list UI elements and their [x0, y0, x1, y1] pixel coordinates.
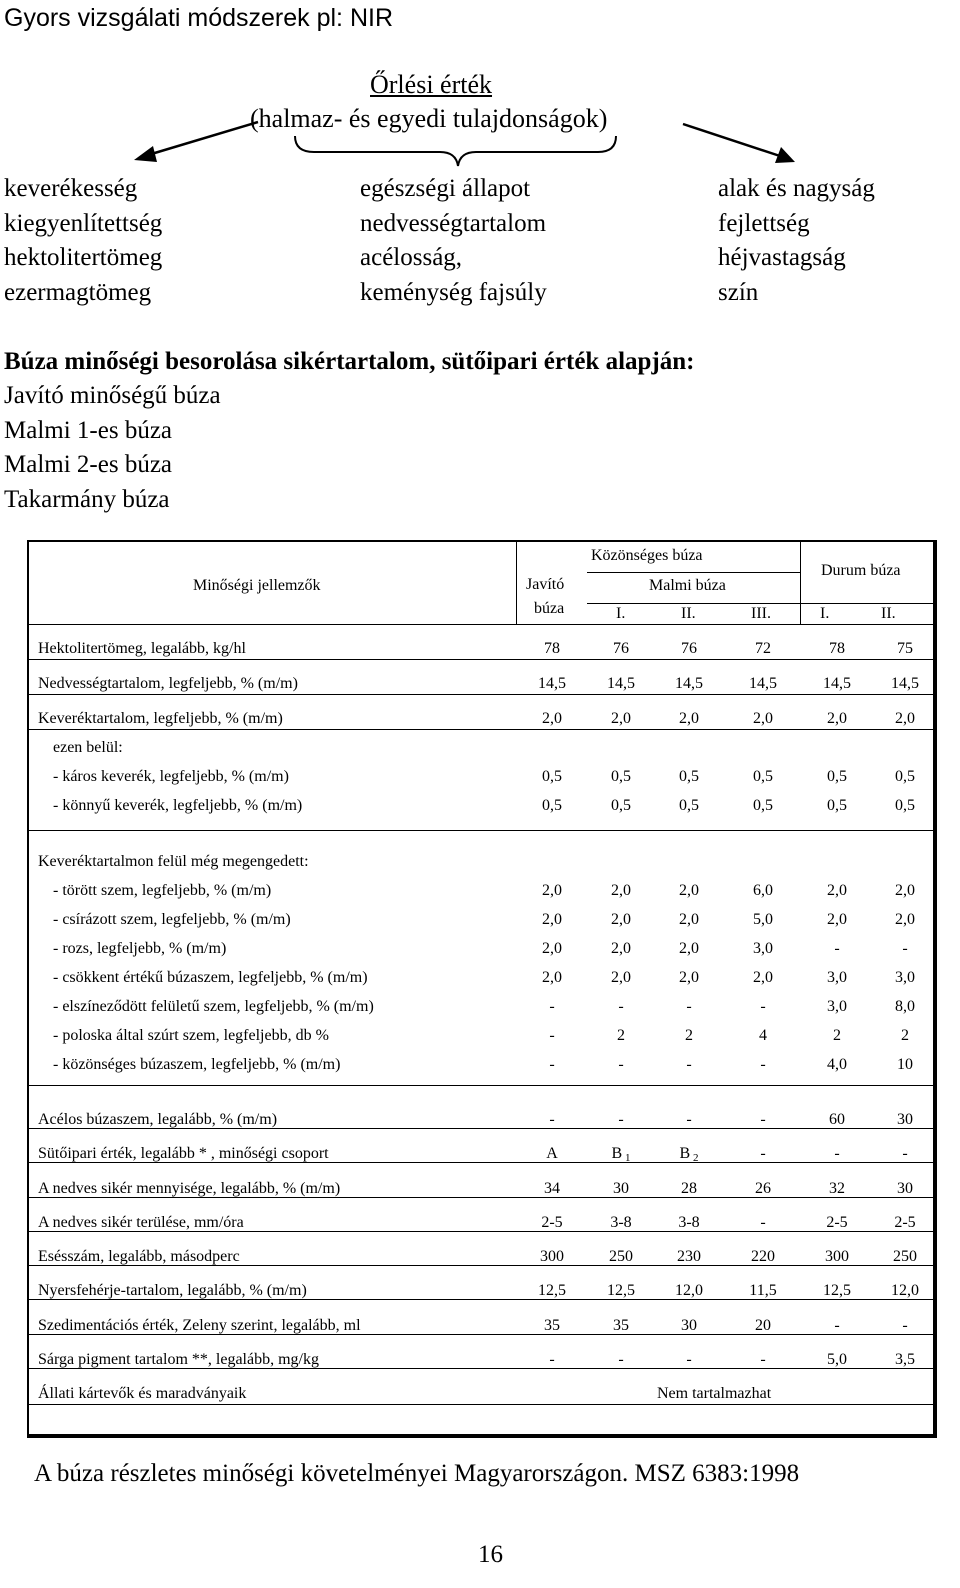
page-title: Gyors vizsgálati módszerek pl: NIR [4, 4, 394, 32]
row-label: - csírázott szem, legfeljebb, % (m/m) [53, 911, 291, 928]
property-item: fejlettség [718, 209, 810, 237]
table-cell: 12,0 [675, 1282, 703, 1299]
table-cell: 2,0 [827, 710, 847, 727]
table-cell: - [760, 1214, 766, 1231]
table-cell: 0,5 [542, 797, 562, 814]
table-cell: 3,0 [827, 969, 847, 986]
property-item: nedvességtartalom [360, 209, 547, 237]
table-cell: 2,0 [542, 911, 562, 928]
sub-header: III. [751, 605, 771, 622]
header-divider [587, 603, 800, 604]
table-cell: 78 [544, 640, 560, 657]
table-cell: 2,0 [542, 710, 562, 727]
table-cell: 14,5 [675, 675, 703, 692]
table-cell: 35 [544, 1317, 560, 1334]
row-label: - káros keverék, legfeljebb, % (m/m) [53, 768, 289, 785]
quality-header: Minőségi jellemzők [193, 577, 321, 594]
property-item: keménység fajsúly [360, 278, 547, 306]
row-label: - poloska által szúrt szem, legfeljebb, db % [53, 1027, 329, 1044]
row-label: Keveréktartalmon felül még megengedett: [38, 853, 309, 870]
table-cell: 75 [897, 640, 913, 657]
table-cell: 2,0 [679, 882, 699, 899]
table-cell: - [760, 1056, 766, 1073]
header-divider [587, 572, 800, 573]
table-cell: 2,0 [895, 911, 915, 928]
row-label: Acélos búzaszem, legalább, % (m/m) [38, 1111, 278, 1128]
table-cell: 14,5 [823, 675, 851, 692]
row-divider [29, 694, 933, 695]
table-cell: - [686, 1056, 692, 1073]
table-cell: 0,5 [827, 797, 847, 814]
table-cell: 30 [613, 1180, 629, 1197]
table-cell: 0,5 [895, 797, 915, 814]
left-arrow-icon [134, 122, 258, 162]
table-cell: - [760, 1351, 766, 1368]
table-cell: 2-5 [894, 1214, 916, 1231]
table-cell: 5,0 [827, 1351, 847, 1368]
table-cell: - [618, 1111, 624, 1128]
table-cell: - [760, 1111, 766, 1128]
table-cell: 76 [613, 640, 629, 657]
quality-table [27, 540, 937, 1438]
row-label: Keveréktartalom, legfeljebb, % (m/m) [38, 710, 283, 727]
javito-header-2: búza [534, 600, 565, 617]
table-cell: 30 [681, 1317, 697, 1334]
table-cell: - [902, 1145, 908, 1162]
table-cell: 3,0 [827, 998, 847, 1015]
table-cell: 6,0 [753, 882, 773, 899]
classification-item: Takarmány búza [4, 485, 170, 513]
sub-header: II. [681, 605, 696, 622]
table-cell: 2-5 [826, 1214, 848, 1231]
table-cell: 2,0 [679, 911, 699, 928]
table-cell: 34 [544, 1180, 560, 1197]
table-cell: 78 [829, 640, 845, 657]
table-cell: - [549, 1027, 555, 1044]
row-divider [29, 659, 933, 660]
property-item: egészségi állapot [360, 175, 531, 202]
table-cell: 0,5 [679, 797, 699, 814]
table-cell: 2,0 [542, 940, 562, 957]
table-cell: 2,0 [827, 882, 847, 899]
table-cell: - [618, 1056, 624, 1073]
brace-icon [295, 136, 616, 166]
table-cell: 2,0 [611, 911, 631, 928]
classification-item: Javító minőségű búza [4, 382, 221, 409]
property-item: acélosság, [360, 244, 463, 271]
table-cell: 72 [755, 640, 771, 657]
table-cell: 2,0 [827, 911, 847, 928]
row-label: A nedves sikér terülése, mm/óra [38, 1214, 244, 1231]
row-divider [29, 1085, 933, 1086]
table-cell: 2 [833, 1027, 841, 1044]
table-cell: 60 [829, 1111, 845, 1128]
table-cell: 2,0 [542, 882, 562, 899]
table-cell: 0,5 [827, 768, 847, 785]
header-divider [800, 542, 801, 624]
header-divider [516, 542, 517, 624]
table-cell: 230 [677, 1248, 701, 1265]
table-cell: 2,0 [895, 882, 915, 899]
table-cell: - [549, 998, 555, 1015]
table-cell: A [546, 1145, 558, 1162]
table-cell: - [549, 1056, 555, 1073]
table-cell: - [686, 998, 692, 1015]
table-cell: B $_1$ [611, 1145, 631, 1164]
table-cell: 300 [540, 1248, 564, 1265]
row-label: - törött szem, legfeljebb, % (m/m) [53, 882, 272, 899]
table-cell: 2,0 [679, 940, 699, 957]
table-cell: 3,5 [895, 1351, 915, 1368]
table-cell: 250 [609, 1248, 633, 1265]
javito-header: Javító [526, 576, 565, 593]
classification-heading: Búza minőségi besorolása sikértartalom, sütőipari érték alapján: [4, 348, 695, 375]
table-cell: 10 [897, 1056, 913, 1073]
header-divider [29, 624, 933, 625]
row-divider [29, 1404, 933, 1405]
property-item: ezermagtömeg [4, 278, 152, 306]
row-label: Sütőipari érték, legalább * , minőségi csoport [38, 1145, 329, 1162]
row-label: - könnyű keverék, legfeljebb, % (m/m) [53, 797, 303, 814]
table-cell: 0,5 [611, 768, 631, 785]
table-cell: 26 [755, 1180, 771, 1197]
table-cell: 2,0 [679, 969, 699, 986]
row-label: ezen belül: [53, 739, 123, 756]
table-cell: 35 [613, 1317, 629, 1334]
table-cell: 0,5 [895, 768, 915, 785]
table-cell: 4 [759, 1027, 767, 1044]
table-cell: 0,5 [542, 768, 562, 785]
table-cell: 12,5 [823, 1282, 851, 1299]
table-cell: - [902, 940, 908, 957]
classification-list [4, 379, 221, 517]
row-label: Nyersfehérje-tartalom, legalább, % (m/m) [38, 1282, 307, 1299]
right-arrow-icon [683, 124, 795, 163]
sub-header: I. [820, 605, 830, 622]
header-divider [800, 603, 937, 604]
page-number: 16 [478, 1541, 503, 1568]
property-item: alak és nagyság [718, 175, 875, 202]
row-span-value: Nem tartalmazhat [657, 1385, 772, 1402]
table-caption: A búza részletes minőségi követelményei Magyarországon. MSZ 6383:1998 [34, 1460, 800, 1487]
table-cell: 2,0 [611, 940, 631, 957]
table-cell: B $_2$ [679, 1145, 699, 1164]
row-label: - elszíneződött felületű szem, legfeljebb, % (m/m) [53, 998, 374, 1015]
table-cell: 2,0 [611, 882, 631, 899]
table-cell: 2,0 [753, 969, 773, 986]
table-cell: - [834, 1317, 840, 1334]
table-cell: - [686, 1351, 692, 1368]
table-cell: 20 [755, 1317, 771, 1334]
table-cell: 2,0 [753, 710, 773, 727]
table-cell: 0,5 [679, 768, 699, 785]
table-cell: 2,0 [679, 710, 699, 727]
row-label: A nedves sikér mennyisége, legalább, % (m/m) [38, 1180, 341, 1197]
table-cell: 28 [681, 1180, 697, 1197]
table-cell: 14,5 [891, 675, 919, 692]
table-cell: 2,0 [611, 969, 631, 986]
table-cell: 76 [681, 640, 697, 657]
table-cell: 12,0 [891, 1282, 919, 1299]
sub-header: II. [881, 605, 896, 622]
table-cell: 2 [685, 1027, 693, 1044]
row-label: Nedvességtartalom, legfeljebb, % (m/m) [38, 675, 298, 692]
property-item: keverékesség [4, 175, 138, 202]
table-cell: 0,5 [753, 768, 773, 785]
table-cell: - [834, 940, 840, 957]
table-cell: 3-8 [610, 1214, 632, 1231]
table-cell: 3,0 [753, 940, 773, 957]
table-cell: - [549, 1351, 555, 1368]
table-cell: 11,5 [749, 1282, 777, 1299]
table-cell: 300 [825, 1248, 849, 1265]
table-cell: 14,5 [607, 675, 635, 692]
center-subtitle: (halmaz- és egyedi tulajdonságok) [250, 104, 608, 133]
table-cell: - [618, 998, 624, 1015]
table-cell: 5,0 [753, 911, 773, 928]
row-label: - rozs, legfeljebb, % (m/m) [53, 940, 227, 957]
table-cell: 3,0 [895, 969, 915, 986]
properties-right-column [718, 172, 875, 310]
sub-header: I. [616, 605, 626, 622]
row-label: Sárga pigment tartalom **, legalább, mg/kg [38, 1351, 319, 1368]
table-cell: 30 [897, 1180, 913, 1197]
table-cell: 2 [617, 1027, 625, 1044]
table-cell: 2,0 [611, 710, 631, 727]
properties-middle-column [360, 172, 547, 310]
row-divider [29, 830, 933, 831]
table-cell: 4,0 [827, 1056, 847, 1073]
row-label: Szedimentációs érték, Zeleny szerint, legalább, ml [38, 1317, 361, 1334]
table-cell: 12,5 [538, 1282, 566, 1299]
table-cell: 14,5 [749, 675, 777, 692]
table-cell: 0,5 [753, 797, 773, 814]
row-label: Állati kártevők és maradványaik [38, 1385, 247, 1402]
table-cell: 12,5 [607, 1282, 635, 1299]
classification-item: Malmi 1-es búza [4, 416, 173, 444]
table-cell: 8,0 [895, 998, 915, 1015]
properties-left-column [4, 172, 162, 310]
table-cell: 2,0 [895, 710, 915, 727]
table-cell: - [760, 998, 766, 1015]
center-title: Őrlési érték [370, 70, 493, 99]
row-label: Esésszám, legalább, másodperc [38, 1248, 240, 1265]
table-cell: - [618, 1351, 624, 1368]
table-cell: 220 [751, 1248, 775, 1265]
property-item: kiegyenlítettség [4, 209, 163, 237]
row-divider [29, 729, 933, 730]
table-cell: 3-8 [678, 1214, 700, 1231]
row-label: - közönséges búzaszem, legfeljebb, % (m/m) [53, 1056, 341, 1073]
table-cell: 32 [829, 1180, 845, 1197]
kozonseges-header: Közönséges búza [591, 547, 703, 564]
table-cell: 0,5 [611, 797, 631, 814]
row-label: Hektolitertömeg, legalább, kg/hl [38, 640, 246, 657]
table-cell: 30 [897, 1111, 913, 1128]
table-cell: 2-5 [541, 1214, 563, 1231]
table-cell: - [549, 1111, 555, 1128]
table-cell: 2,0 [542, 969, 562, 986]
table-cell: 250 [893, 1248, 917, 1265]
table-cell: - [686, 1111, 692, 1128]
diagram-arrows [0, 0, 960, 180]
row-label: - csökkent értékű búzaszem, legfeljebb, % (m/m) [53, 969, 368, 986]
table-cell: - [834, 1145, 840, 1162]
property-item: hektolitertömeg [4, 244, 163, 271]
table-cell: 2 [901, 1027, 909, 1044]
table-cell: 14,5 [538, 675, 566, 692]
classification-item: Malmi 2-es búza [4, 451, 173, 478]
table-cell: - [902, 1317, 908, 1334]
table-cell: - [760, 1145, 766, 1162]
malmi-header: Malmi búza [649, 577, 726, 594]
property-item: szín [718, 278, 759, 306]
durum-header: Durum búza [821, 562, 901, 579]
property-item: héjvastagság [718, 244, 846, 271]
